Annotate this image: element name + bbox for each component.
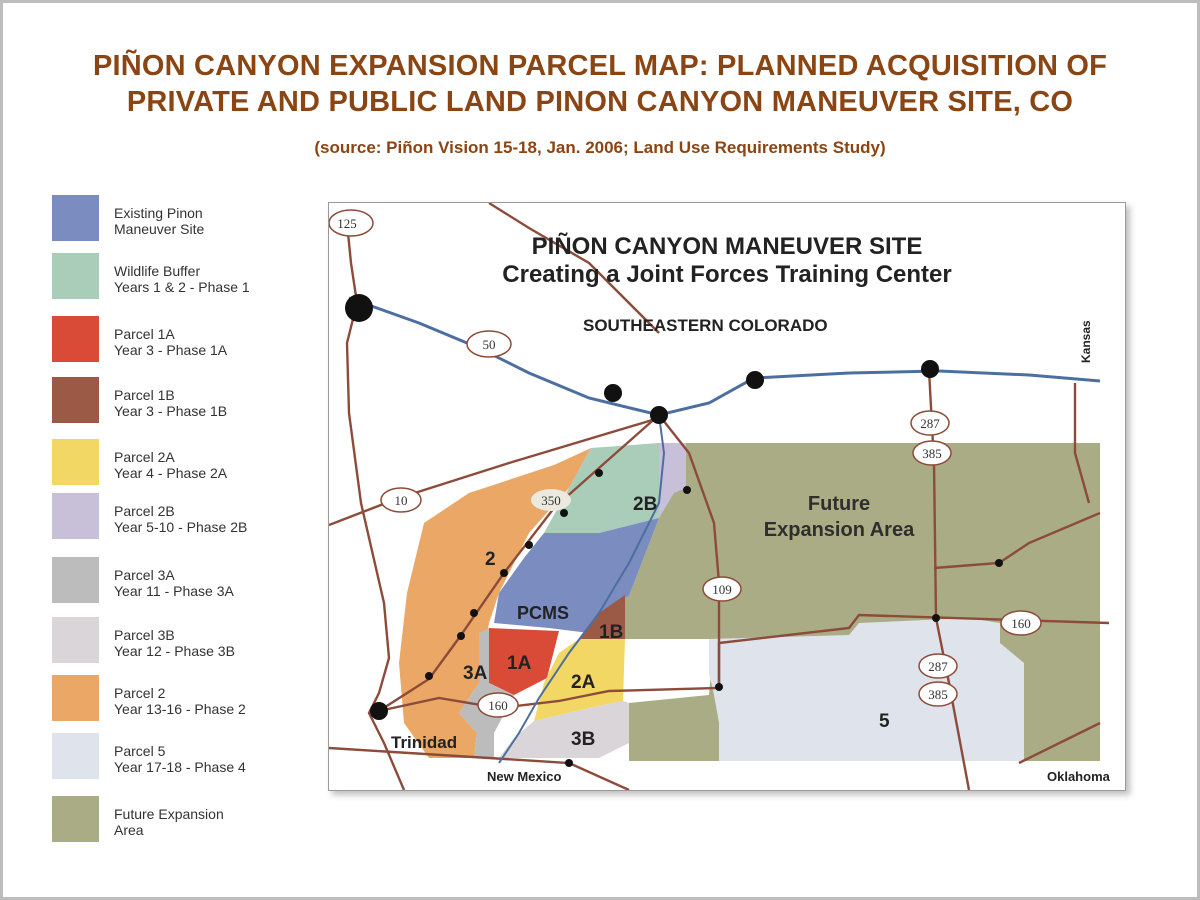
city-dot-las-animas [746, 371, 764, 389]
legend-sublabel: Year 5-10 - Phase 2B [114, 519, 248, 535]
title-line-2: PRIVATE AND PUBLIC LAND PINON CANYON MANEUVER SITE, CO [126, 86, 1074, 118]
legend-swatch [52, 316, 99, 362]
legend-sublabel: Year 3 - Phase 1B [114, 403, 228, 419]
parcel-1b-label: 1B [599, 622, 624, 643]
legend-label: Future Expansion [114, 806, 224, 822]
legend-label: Parcel 1B [114, 387, 175, 403]
shield-label: 125 [337, 216, 357, 231]
town-dot [683, 486, 691, 494]
shield-10 [381, 488, 421, 512]
shield-label: 350 [541, 493, 561, 508]
parcel-3a-label: 3A [463, 663, 488, 684]
legend-swatch [52, 675, 99, 721]
page-title [0, 48, 1200, 120]
shield-50 [467, 331, 511, 357]
legend-sublabel: Year 17-18 - Phase 4 [114, 759, 246, 775]
legend-sublabel: Year 13-16 - Phase 2 [114, 701, 246, 717]
kansas-label: Kansas [1079, 320, 1093, 363]
future-expansion-line-2: Expansion Area [763, 519, 915, 541]
shield-160-west [478, 693, 518, 717]
pcms-label: PCMS [517, 603, 570, 623]
shield-label: 50 [482, 337, 496, 352]
shield-label: 109 [712, 582, 732, 597]
trinidad-label: Trinidad [391, 733, 458, 752]
city-dot-la-junta [604, 384, 622, 402]
shield-385-south [919, 682, 957, 706]
legend-label: Existing Pinon [114, 205, 203, 221]
shield-label: 10 [394, 493, 408, 508]
town-dot [565, 759, 573, 767]
shield-label: 385 [922, 446, 942, 461]
city-dot-pueblo [345, 294, 373, 322]
legend-label: Parcel 1A [114, 326, 175, 342]
region-label: SOUTHEASTERN COLORADO [583, 316, 828, 335]
map-title-line-2: Creating a Joint Forces Training Center [502, 261, 952, 288]
legend-swatch [52, 617, 99, 663]
town-dot [500, 569, 508, 577]
legend-label: Parcel 5 [114, 743, 166, 759]
legend-sublabel: Year 4 - Phase 2A [114, 465, 228, 481]
legend-sublabel: Maneuver Site [114, 221, 205, 237]
shield-label: 287 [928, 659, 948, 674]
legend-swatch [52, 557, 99, 603]
shield-label: 160 [1011, 616, 1031, 631]
legend-swatch [52, 796, 99, 842]
legend-swatch [52, 439, 99, 485]
legend-label: Parcel 3B [114, 627, 175, 643]
town-dot [560, 509, 568, 517]
parcel-1a-label: 1A [507, 653, 532, 674]
legend-sublabel: Years 1 & 2 - Phase 1 [114, 279, 250, 295]
future-expansion-label [749, 491, 929, 543]
town-dot [470, 609, 478, 617]
legend-sublabel: Year 11 - Phase 3A [114, 583, 234, 599]
legend-label: Parcel 2B [114, 503, 175, 519]
legend-swatch [52, 253, 99, 299]
new-mexico-label: New Mexico [487, 769, 562, 784]
town-dot [525, 541, 533, 549]
shield-109 [703, 577, 741, 601]
city-dot-junction [650, 406, 668, 424]
shield-label: 287 [920, 416, 940, 431]
town-dot [715, 683, 723, 691]
shield-label: 160 [488, 698, 508, 713]
parcel-2b-label: 2B [633, 494, 658, 515]
legend-label: Parcel 3A [114, 567, 175, 583]
legend-sublabel: Year 3 - Phase 1A [114, 342, 228, 358]
map-title-line-1: PIÑON CANYON MANEUVER SITE [531, 233, 923, 260]
town-dot [425, 672, 433, 680]
oklahoma-label: Oklahoma [1047, 769, 1110, 784]
town-dot [457, 632, 465, 640]
parcel-2-label: 2 [485, 549, 496, 570]
shield-350 [531, 489, 571, 511]
legend-swatch [52, 195, 99, 241]
shield-160-east [1001, 611, 1041, 635]
map-title [329, 233, 1125, 289]
legend-swatch [52, 733, 99, 779]
map-canvas [329, 203, 1125, 790]
future-expansion-line-1: Future [807, 493, 871, 515]
legend-sublabel: Area [114, 822, 144, 838]
title-line-1: PIÑON CANYON EXPANSION PARCEL MAP: PLANNED ACQUISITION OF [92, 50, 1108, 82]
parcel-2a-label: 2A [571, 672, 596, 693]
legend-label: Parcel 2A [114, 449, 175, 465]
legend-label: Wildlife Buffer [114, 263, 201, 279]
parcel-5-label: 5 [879, 711, 890, 732]
town-dot [595, 469, 603, 477]
city-dot-lamar [921, 360, 939, 378]
parcel-map [328, 202, 1126, 791]
town-dot [995, 559, 1003, 567]
town-dot [932, 614, 940, 622]
shield-label: 385 [928, 687, 948, 702]
legend-swatch [52, 377, 99, 423]
shield-287-north [911, 411, 949, 435]
parcel-3b-label: 3B [571, 729, 596, 750]
shield-287-south [919, 654, 957, 678]
legend-swatch [52, 493, 99, 539]
source-subtitle: (source: Piñon Vision 15-18, Jan. 2006; Land Use Requirements Study) [314, 138, 886, 157]
legend-label: Parcel 2 [114, 685, 166, 701]
shield-385-north [913, 441, 951, 465]
legend-sublabel: Year 12 - Phase 3B [114, 643, 235, 659]
city-dot-trinidad [370, 702, 388, 720]
